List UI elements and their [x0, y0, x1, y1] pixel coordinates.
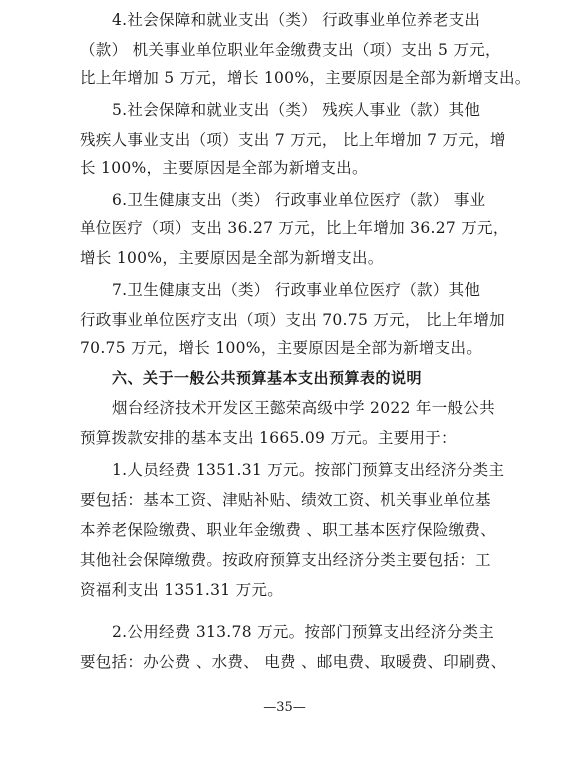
- paragraph-line: 2.公用经费 313.78 万元。按部门预算支出经济分类主: [112, 623, 495, 641]
- paragraph-line: 7.卫生健康支出（类） 行政事业单位医疗（款）其他: [112, 281, 481, 299]
- paragraph-line: 长 100%，主要原因是全部为新增支出。: [80, 159, 368, 177]
- paragraph-line: 预算拨款安排的基本支出 1665.09 万元。主要用于：: [80, 429, 457, 447]
- paragraph-line: 烟台经济技术开发区王懿荣高级中学 2022 年一般公共: [112, 399, 495, 417]
- paragraph-line: 要包括：基本工资、津贴补贴、绩效工资、机关事业单位基: [80, 491, 491, 509]
- paragraph-line: 残疾人事业支出（项）支出 7 万元， 比上年增加 7 万元，增: [80, 131, 506, 149]
- paragraph-line: 本养老保险缴费、职业年金缴费 、职工基本医疗保险缴费、: [80, 521, 497, 539]
- paragraph-line: 增长 100%，主要原因是全部为新增支出。: [80, 249, 384, 267]
- paragraph-line: 1.人员经费 1351.31 万元。按部门预算支出经济分类主: [112, 461, 505, 479]
- section-heading: 六、关于一般公共预算基本支出预算表的说明: [112, 369, 423, 387]
- paragraph-line: 单位医疗（项）支出 36.27 万元，比上年增加 36.27 万元，: [80, 219, 509, 237]
- paragraph-line: 其他社会保障缴费。按政府预算支出经济分类主要包括：工: [80, 551, 491, 569]
- paragraph-line: 资福利支出 1351.31 万元。: [80, 581, 284, 599]
- paragraph-line: 6.卫生健康支出（类） 行政事业单位医疗（款） 事业: [112, 191, 486, 209]
- paragraph-line: （款） 机关事业单位职业年金缴费支出（项）支出 5 万元，: [80, 41, 501, 59]
- paragraph-line: 行政事业单位医疗支出（项）支出 70.75 万元， 比上年增加: [80, 311, 505, 329]
- paragraph-line: 5.社会保障和就业支出（类） 残疾人事业（款）其他: [112, 101, 481, 119]
- paragraph-line: 4.社会保障和就业支出（类） 行政事业单位养老支出: [112, 11, 481, 29]
- paragraph-line: 要包括：办公费 、水费、 电费 、邮电费、取暖费、印刷费、: [80, 653, 507, 671]
- paragraph-line: 比上年增加 5 万元，增长 100%，主要原因是全部为新增支出。: [80, 69, 531, 87]
- page-number: —35—: [263, 700, 306, 715]
- paragraph-line: 70.75 万元，增长 100%，主要原因是全部为新增支出。: [80, 339, 483, 357]
